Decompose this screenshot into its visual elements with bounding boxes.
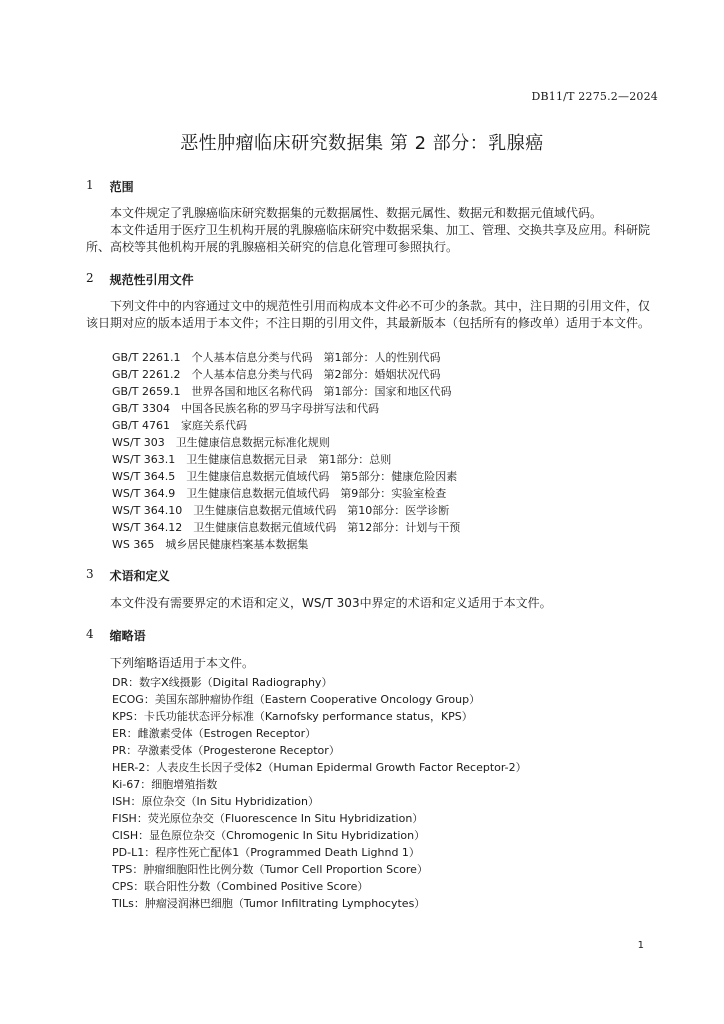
reference-item: WS/T 364.9 卫生健康信息数据元值域代码 第9部分：实验室检查 bbox=[112, 487, 447, 500]
abbreviation-item: PR：孕激素受体（Progesterone Receptor） bbox=[112, 744, 340, 757]
abbreviation-item: HER-2：人表皮生长因子受体2（Human Epidermal Growth Factor Receptor-2） bbox=[112, 761, 527, 774]
abbreviation-item: CISH：显色原位杂交（Chromogenic In Situ Hybridization） bbox=[112, 829, 426, 842]
reference-item: WS/T 364.5 卫生健康信息数据元值域代码 第5部分：健康危险因素 bbox=[112, 470, 458, 483]
reference-item: GB/T 2659.1 世界各国和地区名称代码 第1部分：国家和地区代码 bbox=[112, 385, 452, 398]
reference-item: WS/T 364.10 卫生健康信息数据元值域代码 第10部分：医学诊断 bbox=[112, 504, 450, 517]
section-number: 4 bbox=[86, 627, 94, 641]
section-title: 缩略语 bbox=[109, 629, 146, 643]
reference-item: WS 365 城乡居民健康档案基本数据集 bbox=[112, 538, 309, 551]
reference-item: GB/T 2261.1 个人基本信息分类与代码 第1部分：人的性别代码 bbox=[112, 351, 441, 364]
section-number: 2 bbox=[86, 271, 94, 285]
abbreviations-intro: 下列缩略语适用于本文件。 bbox=[110, 656, 255, 670]
abbreviation-list bbox=[112, 674, 527, 912]
scope-paragraph-2: 本文件适用于医疗卫生机构开展的乳腺癌临床研究中数据采集、加工、管理、交换共享及应用。科研院所、高校等其他机构开展的乳腺癌相关研究的信息化管理可参照执行。 bbox=[86, 223, 651, 254]
page-number: 1 bbox=[637, 940, 644, 951]
scope-paragraph-1: 本文件规定了乳腺癌临床研究数据集的元数据属性、数据元属性、数据元和数据元值域代码。 bbox=[110, 206, 603, 220]
section-number: 3 bbox=[86, 567, 94, 581]
abbreviation-item: CPS：联合阳性分数（Combined Positive Score） bbox=[112, 880, 369, 893]
reference-item: GB/T 2261.2 个人基本信息分类与代码 第2部分：婚姻状况代码 bbox=[112, 368, 441, 381]
section-number: 1 bbox=[86, 178, 94, 192]
section-2-heading bbox=[86, 271, 194, 288]
section-1-heading bbox=[86, 178, 134, 195]
reference-item: WS/T 363.1 卫生健康信息数据元目录 第1部分：总则 bbox=[112, 453, 392, 466]
abbreviation-item: KPS：卡氏功能状态评分标准（Karnofsky performance status，KPS） bbox=[112, 710, 473, 723]
section-title: 规范性引用文件 bbox=[109, 273, 194, 287]
reference-item: GB/T 4761 家庭关系代码 bbox=[112, 419, 247, 432]
abbreviation-item: TILs：肿瘤浸润淋巴细胞（Tumor Infiltrating Lymphocytes） bbox=[112, 897, 426, 910]
section-4-heading bbox=[86, 627, 146, 644]
abbreviation-item: ECOG：美国东部肿瘤协作组（Eastern Cooperative Oncology Group） bbox=[112, 693, 481, 706]
terms-paragraph: 本文件没有需要界定的术语和定义，WS/T 303中界定的术语和定义适用于本文件。 bbox=[110, 596, 552, 610]
abbreviation-item: DR：数字X线摄影（Digital Radiography） bbox=[112, 676, 333, 689]
reference-list bbox=[112, 349, 460, 553]
abbreviation-item: ISH：原位杂交（In Situ Hybridization） bbox=[112, 795, 319, 808]
reference-item: WS/T 303 卫生健康信息数据元标准化规则 bbox=[112, 436, 330, 449]
reference-item: WS/T 364.12 卫生健康信息数据元值域代码 第12部分：计划与干预 bbox=[112, 521, 461, 534]
abbreviation-item: Ki-67：细胞增殖指数 bbox=[112, 778, 218, 791]
section-title: 范围 bbox=[109, 180, 134, 194]
abbreviation-item: ER：雌激素受体（Estrogen Receptor） bbox=[112, 727, 317, 740]
section-3-heading bbox=[86, 567, 170, 584]
abbreviation-item: FISH：荧光原位杂交（Fluorescence In Situ Hybridization） bbox=[112, 812, 424, 825]
abbreviation-item: TPS：肿瘤细胞阳性比例分数（Tumor Cell Proportion Score） bbox=[112, 863, 428, 876]
document-title: 恶性肿瘤临床研究数据集 第 2 部分：乳腺癌 bbox=[180, 133, 544, 154]
section-title: 术语和定义 bbox=[109, 569, 170, 583]
standard-code: DB11/T 2275.2—2024 bbox=[531, 90, 658, 103]
reference-item: GB/T 3304 中国各民族名称的罗马字母拼写法和代码 bbox=[112, 402, 379, 415]
abbreviation-item: PD-L1：程序性死亡配体1（Programmed Death Lighnd 1） bbox=[112, 846, 420, 859]
normative-references-paragraph: 下列文件中的内容通过文中的规范性引用而构成本文件必不可少的条款。其中，注日期的引用文件，仅该日期对应的版本适用于本文件；不注日期的引用文件，其最新版本（包括所有的修改单）适用于本文件。 bbox=[86, 299, 651, 330]
